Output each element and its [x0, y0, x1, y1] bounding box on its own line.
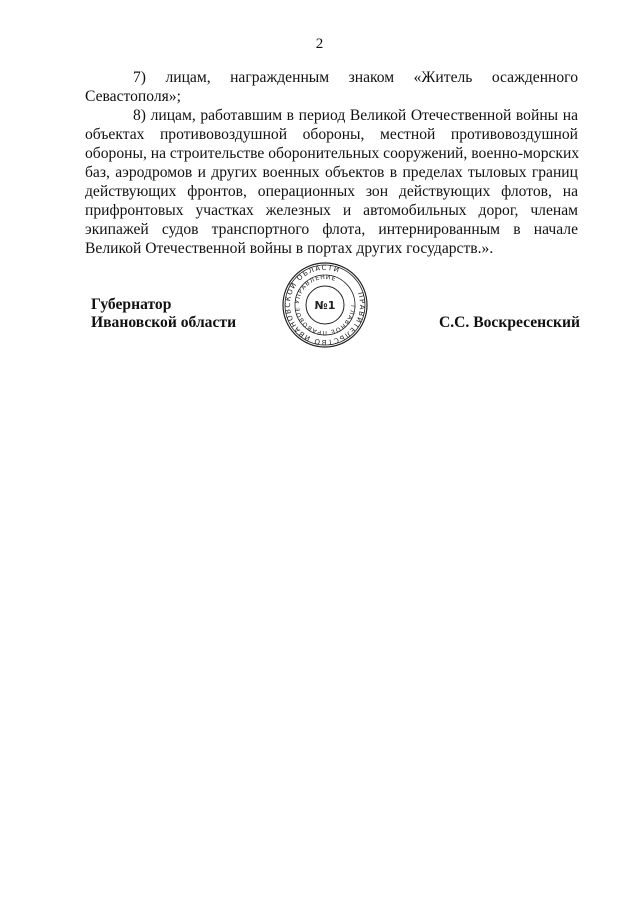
- text-line: Севастополя»;: [85, 88, 181, 105]
- official-stamp: [282, 262, 368, 348]
- text-line: 7) лицам, награжденным знаком «Житель осажденного: [133, 69, 578, 86]
- signatory-region: Ивановской области: [91, 314, 237, 331]
- text-line: действующих фронтов, операционных зон действующих флотов, на: [85, 183, 578, 200]
- text-line: обороны, на строительстве оборонительных сооружений, военно-морских: [85, 145, 580, 162]
- text-line: экипажей судов транспортного флота, интернированным в начале: [85, 221, 578, 238]
- svg-text:ПРАВИТЕЛЬСТВО ИВАНОВСКОЙ ОБЛАС: ПРАВИТЕЛЬСТВО ИВАНОВСКОЙ ОБЛАСТИ: [283, 263, 367, 347]
- page-number: 2: [315, 36, 324, 52]
- svg-text:№1: №1: [314, 299, 336, 312]
- text-line: прифронтовых участках железных и автомобильных дорог, членам: [85, 202, 578, 219]
- svg-text:ГЛАВНОЕ ПРАВОВОЕ УПРАВЛЕНИЕ: ГЛАВНОЕ ПРАВОВОЕ УПРАВЛЕНИЕ: [293, 273, 357, 337]
- text-line: Великой Отечественной войны в портах других государств.».: [85, 240, 494, 257]
- text-line: объектах противовоздушной обороны, местной противовоздушной: [85, 126, 578, 143]
- signatory-name: С.С. Воскресенский: [439, 314, 580, 331]
- text-line: баз, аэродромов и других военных объектов в пределах тыловых границ: [85, 164, 578, 181]
- signatory-title: Губернатор: [91, 296, 172, 313]
- text-line: 8) лицам, работавшим в период Великой Отечественной войны на: [133, 107, 578, 124]
- stamp-seal-icon: [282, 262, 368, 348]
